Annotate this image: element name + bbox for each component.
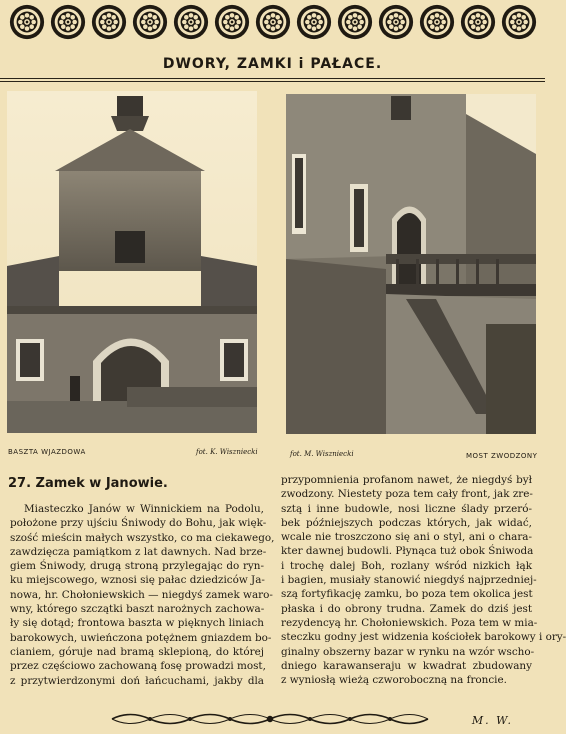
article-column-left xyxy=(10,502,275,688)
rosette-ornament-icon xyxy=(90,3,128,41)
article-line: i trochę dalej Boh, rozlany wśród nizkich łąk xyxy=(281,559,532,572)
article-line: z przytwierdzonymi doń łańcuchami, jakby dla xyxy=(10,674,264,687)
rosette-ornament-icon xyxy=(131,3,169,41)
article-line: rezydencyą hr. Chołoniewskich. Poza tem w mia- xyxy=(281,616,538,629)
title-rule-bottom xyxy=(0,81,545,82)
photo-drawbridge xyxy=(286,94,536,434)
article-line: płaska i do obrony trudna. Zamek do dziś jest xyxy=(281,602,532,615)
article-line: giem Śniwody, drugą stroną przylegając do ryn- xyxy=(10,560,264,573)
article-line: ku miejscowego, wznosi się pałac dziedziców Ja- xyxy=(10,574,265,587)
article-signature: M. W. xyxy=(471,714,513,727)
article-line: cianiem, góruje nad bramą sklepioną, do której xyxy=(10,645,264,658)
rosette-ornament-icon xyxy=(418,3,456,41)
article-line: położone przy ujściu Śniwody do Bohu, jak więk- xyxy=(10,517,267,530)
title-rule-top xyxy=(0,78,545,79)
article-line: barokowych, uwieńczona potężnem gniazdem bo- xyxy=(10,631,272,644)
footer-ornament xyxy=(110,708,430,730)
rosette-ornament-icon xyxy=(336,3,374,41)
article-line: nowa, hr. Chołoniewskich — niegdyś zamek waro- xyxy=(10,588,273,601)
rosette-ornament-icon xyxy=(377,3,415,41)
article-line: szość mieścin małych wszystko, co ma ciekawego, xyxy=(10,531,275,544)
photo-left-caption: BASZTA WJAZDOWA xyxy=(8,448,86,456)
article-line: zawdzięcza pamiątkom z lat dawnych. Nad brze- xyxy=(10,545,267,558)
article-line: steczku godny jest widzenia kościołek barokowy i ory- xyxy=(281,631,566,644)
article-line: sztą i inne budowle, nosi liczne ślady przeró- xyxy=(281,502,532,515)
article-column-right xyxy=(281,473,566,687)
article-line: dniego karawanseraju w kwadrat zbudowany xyxy=(281,659,532,672)
article-line: zwodzony. Niestety poza tem cały front, jak zre- xyxy=(281,488,533,501)
article-line: przypomnienia profanom nawet, że niegdyś był xyxy=(281,474,532,486)
article-line: przez częściowo zachowaną fosę prowadzi most, xyxy=(10,660,266,673)
photo-gate-tower xyxy=(7,91,257,433)
rosette-ornament-icon xyxy=(459,3,497,41)
photo-left-credit: fot. K. Wiszniecki xyxy=(196,448,258,456)
article-line: kter dawnej budowli. Płynąca tuż obok Śniwoda xyxy=(281,545,534,558)
rosette-ornament-icon xyxy=(8,3,46,41)
rosette-ornament-icon xyxy=(49,3,87,41)
section-title: DWORY, ZAMKI i PAŁACE. xyxy=(162,56,383,72)
rosette-ornament-icon xyxy=(295,3,333,41)
top-ornament-border xyxy=(8,2,538,42)
article-line: bek późniejszych podczas których, jak widać, xyxy=(281,516,532,529)
article-line: Miasteczko Janów w Winnickiem na Podolu, xyxy=(24,503,264,515)
article-line: i bagien, musiały stanowić niegdyś najprzedniej- xyxy=(281,574,537,587)
article-line: ginalny obszerny bazar w rynku na wzór wscho- xyxy=(281,645,535,658)
photo-right-credit: fot. M. Wiszniecki xyxy=(290,450,354,458)
rosette-ornament-icon xyxy=(500,3,538,41)
article-line: ły się dotąd; frontowa baszta w pięknych liniach xyxy=(10,617,264,630)
rosette-ornament-icon xyxy=(172,3,210,41)
rosette-ornament-icon xyxy=(254,3,292,41)
article-line: wcale nie troszczono się ani o styl, ani o chara- xyxy=(281,531,532,544)
article-title: 27. Zamek w Janowie. xyxy=(8,476,168,491)
article-line: szą fortyfikację zamku, bo poza tem okolica jest xyxy=(281,588,533,601)
article-line: wny, którego szczątki baszt narożnych zachowa- xyxy=(10,603,265,616)
article-line: z wyniosłą wieżą czworoboczną na froncie. xyxy=(281,674,507,687)
rosette-ornament-icon xyxy=(213,3,251,41)
photo-right-caption: MOST ZWODZONY xyxy=(466,452,538,460)
